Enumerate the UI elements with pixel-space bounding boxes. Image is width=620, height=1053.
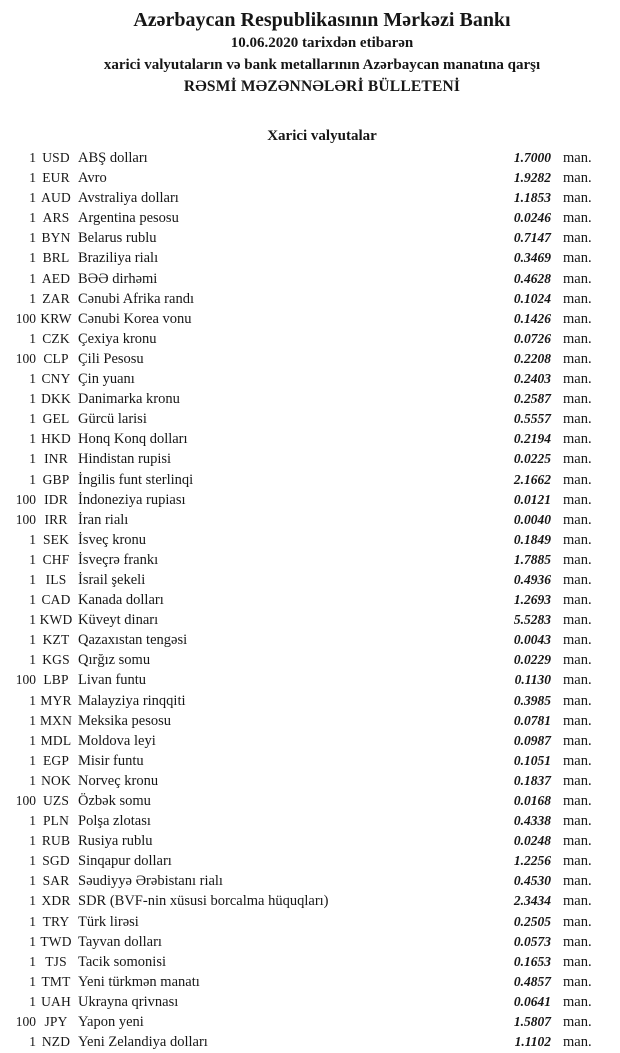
currency-rate: 1.9282 — [513, 170, 551, 186]
currency-rate: 1.5807 — [513, 1014, 551, 1030]
currency-name: Səudiyyə Ərəbistanı rialı — [78, 873, 223, 890]
rate-unit: man. — [563, 190, 592, 207]
currency-rate: 0.0726 — [513, 330, 551, 346]
currency-code: SEK — [42, 531, 70, 547]
currency-code: TMT — [41, 973, 71, 989]
currency-quantity: 1 — [29, 692, 36, 708]
currency-rate: 1.7885 — [513, 551, 551, 567]
currency-rate: 0.2194 — [513, 431, 551, 447]
currency-quantity: 1 — [29, 451, 36, 467]
currency-row — [0, 1012, 620, 1032]
bulletin-title: RƏSMİ MƏZƏNNƏLƏRİ BÜLLETENİ — [183, 78, 461, 95]
currency-quantity: 1 — [29, 250, 36, 266]
currency-name: Yapon yeni — [78, 1014, 144, 1031]
currency-quantity: 1 — [29, 170, 36, 186]
currency-code: KGS — [42, 652, 70, 668]
currency-quantity: 100 — [15, 491, 36, 507]
currency-name: Cənubi Afrika randı — [78, 290, 194, 307]
currency-code: CHF — [42, 551, 70, 567]
currency-code: AUD — [41, 190, 71, 206]
currency-quantity: 1 — [29, 531, 36, 547]
currency-quantity: 1 — [29, 150, 36, 165]
currency-code: AED — [41, 270, 71, 286]
currency-rate: 0.4628 — [513, 270, 551, 286]
rate-unit: man. — [563, 1014, 592, 1031]
rate-unit: man. — [563, 471, 592, 488]
currency-quantity: 100 — [15, 350, 36, 366]
currency-row — [0, 791, 620, 811]
currency-quantity: 1 — [29, 471, 36, 487]
currency-row — [0, 550, 620, 570]
rate-unit: man. — [563, 933, 592, 950]
currency-quantity: 1 — [29, 973, 36, 989]
currency-quantity: 1 — [29, 712, 36, 728]
document-header — [0, 0, 620, 98]
currency-name: Tacik somonisi — [78, 953, 166, 970]
currency-code: GEL — [42, 411, 70, 427]
currency-name: Türk lirəsi — [78, 913, 139, 930]
currency-quantity: 1 — [29, 833, 36, 849]
currency-quantity: 1 — [29, 853, 36, 869]
currency-code: CAD — [41, 592, 71, 608]
currency-rate: 0.1653 — [513, 953, 551, 969]
currency-rate: 0.2505 — [513, 913, 551, 929]
currency-quantity: 1 — [29, 612, 36, 628]
currency-code: NOK — [41, 772, 71, 788]
currency-code: BRL — [42, 250, 70, 266]
currency-row — [0, 228, 620, 248]
currency-row — [0, 168, 620, 188]
currency-code: CLP — [43, 350, 69, 366]
currency-rate: 1.2256 — [513, 853, 551, 869]
currency-row — [0, 912, 620, 932]
currency-code: UAH — [41, 993, 71, 1009]
currency-code: SAR — [42, 873, 70, 889]
currency-quantity: 1 — [29, 772, 36, 788]
currency-quantity: 1 — [29, 732, 36, 748]
currency-rate: 0.0225 — [513, 451, 551, 467]
currency-code: CZK — [42, 330, 70, 346]
currency-row — [0, 851, 620, 871]
currency-name: Gürcü larisi — [78, 411, 147, 428]
rate-unit: man. — [563, 913, 592, 930]
currency-code: KRW — [40, 310, 72, 326]
currency-name: Belarus rublu — [78, 230, 157, 247]
currency-name: Honq Konq dolları — [78, 431, 188, 448]
currency-name: Çin yuanı — [78, 371, 135, 388]
currency-row — [0, 329, 620, 349]
currency-rate: 0.7147 — [513, 230, 551, 246]
currency-row — [0, 952, 620, 972]
currency-name: Livan funtu — [78, 672, 147, 689]
rate-unit: man. — [563, 793, 592, 809]
currency-quantity: 1 — [29, 873, 36, 889]
currency-quantity: 1 — [29, 391, 36, 407]
currency-row — [0, 289, 620, 309]
currency-rate: 1.1853 — [513, 190, 551, 206]
rate-unit: man. — [563, 692, 592, 709]
currency-code: TJS — [45, 953, 67, 969]
currency-code: EUR — [42, 170, 70, 186]
currency-code: RUB — [41, 833, 71, 849]
currency-name: Qazaxıstan tengəsi — [78, 632, 188, 649]
rate-unit: man. — [563, 652, 592, 669]
currency-name: SDR (BVF-nin xüsusi borcalma hüquqları) — [78, 893, 329, 910]
currency-rate: 0.4857 — [513, 973, 551, 989]
currency-row — [0, 731, 620, 751]
currency-name: Braziliya rialı — [78, 250, 159, 267]
currency-name: Kanada dolları — [78, 592, 164, 609]
rate-unit: man. — [563, 230, 592, 247]
currency-name: Özbək somu — [78, 793, 151, 809]
currency-rate: 5.5283 — [513, 612, 551, 628]
currency-row — [0, 992, 620, 1012]
currency-quantity: 1 — [29, 993, 36, 1009]
currency-name: Avstraliya dolları — [78, 190, 179, 207]
currency-rate: 0.0168 — [513, 793, 551, 808]
currency-name: BƏƏ dirhəmi — [78, 270, 158, 287]
currency-quantity: 100 — [15, 793, 36, 808]
rate-unit: man. — [563, 330, 592, 347]
currency-name: ABŞ dolları — [78, 150, 148, 166]
currency-code: MXN — [39, 712, 73, 728]
rate-unit: man. — [563, 772, 592, 789]
currency-rate: 2.1662 — [513, 471, 551, 487]
currency-rate: 0.0641 — [513, 993, 551, 1009]
currency-rate: 1.1102 — [514, 1034, 551, 1050]
rate-unit: man. — [563, 250, 592, 267]
rate-unit: man. — [563, 270, 592, 287]
currency-name: Danimarka kronu — [78, 391, 180, 408]
currency-rate: 0.5557 — [513, 411, 551, 427]
currency-code: INR — [44, 451, 68, 467]
rate-unit: man. — [563, 953, 592, 970]
rate-unit: man. — [563, 752, 592, 769]
currency-rate: 0.1130 — [514, 672, 551, 688]
currency-name: Malayziya rinqqiti — [78, 692, 186, 709]
currency-code: IRR — [44, 511, 68, 527]
section-title-foreign-currencies: Xarici valyutalar — [267, 128, 377, 144]
currency-name: İsrail şekeli — [78, 571, 146, 588]
currency-rate: 0.0040 — [513, 511, 551, 527]
currency-quantity: 100 — [15, 511, 36, 527]
currency-name: Çili Pesosu — [78, 350, 144, 367]
rate-unit: man. — [563, 451, 592, 468]
currency-code: ZAR — [42, 290, 70, 306]
currency-name: Qırğız somu — [78, 652, 151, 669]
currency-row — [0, 248, 620, 268]
currency-row — [0, 590, 620, 610]
currency-rate: 1.2693 — [513, 592, 551, 608]
currency-name: Hindistan rupisi — [78, 451, 172, 468]
currency-quantity: 1 — [29, 230, 36, 246]
currency-rate: 0.3985 — [513, 692, 551, 708]
currency-code: MDL — [40, 732, 72, 748]
currency-row — [0, 389, 620, 409]
currency-quantity: 100 — [15, 310, 36, 326]
currency-code: HKD — [41, 431, 71, 447]
currency-name: Argentina pesosu — [78, 210, 179, 227]
currency-name: Norveç kronu — [78, 772, 159, 789]
currency-code: GBP — [42, 471, 70, 487]
currency-quantity: 1 — [29, 330, 36, 346]
currency-quantity: 1 — [29, 592, 36, 608]
currency-row — [0, 349, 620, 369]
currency-rate: 1.7000 — [513, 150, 551, 165]
currency-row — [0, 751, 620, 771]
currency-rate: 0.3469 — [513, 250, 551, 266]
currency-row — [0, 570, 620, 590]
currency-row — [0, 208, 620, 228]
rate-unit: man. — [563, 391, 592, 408]
currency-row — [0, 771, 620, 791]
rate-unit: man. — [563, 873, 592, 890]
currency-quantity: 100 — [15, 672, 36, 688]
rate-unit: man. — [563, 571, 592, 588]
currency-row — [0, 610, 620, 630]
currency-rate: 0.1426 — [513, 310, 551, 326]
currency-code: MYR — [40, 692, 72, 708]
rate-unit: man. — [563, 833, 592, 850]
currency-rate: 0.0121 — [513, 491, 551, 507]
currency-name: Çexiya kronu — [78, 330, 157, 347]
currency-quantity: 1 — [29, 371, 36, 387]
rate-unit: man. — [563, 350, 592, 367]
currency-name: Moldova leyi — [78, 732, 156, 749]
currency-row — [0, 1032, 620, 1052]
currency-quantity: 1 — [29, 551, 36, 567]
currency-rate: 2.3434 — [513, 893, 551, 909]
currency-code: XDR — [41, 893, 71, 909]
currency-quantity: 1 — [29, 953, 36, 969]
currency-name: İngilis funt sterlinqi — [78, 471, 194, 488]
currency-code: PLN — [42, 813, 70, 829]
currency-row — [0, 148, 620, 168]
rate-unit: man. — [563, 411, 592, 428]
currency-rate: 0.0248 — [513, 833, 551, 849]
currency-row — [0, 449, 620, 469]
currency-code: USD — [42, 150, 70, 165]
currency-name: Ukrayna qrivnası — [78, 993, 179, 1010]
currency-row — [0, 309, 620, 329]
currency-rate: 0.0246 — [513, 210, 551, 226]
currency-name: İran rialı — [78, 511, 129, 528]
currency-quantity: 1 — [29, 752, 36, 768]
effective-date-line: 10.06.2020 tarixdən etibarən — [230, 35, 414, 51]
currency-code: NZD — [41, 1034, 71, 1050]
currency-row — [0, 429, 620, 449]
rate-unit: man. — [563, 1034, 592, 1051]
currency-rate: 0.1051 — [513, 752, 551, 768]
currency-name: Rusiya rublu — [78, 833, 153, 850]
currency-code: LBP — [43, 672, 69, 688]
currency-row — [0, 811, 620, 831]
currency-quantity: 1 — [29, 652, 36, 668]
currency-code: UZS — [42, 793, 70, 808]
currency-code: SGD — [42, 853, 70, 869]
rate-unit: man. — [563, 551, 592, 568]
currency-quantity: 1 — [29, 290, 36, 306]
currency-name: Avro — [78, 170, 107, 187]
currency-rate: 0.0573 — [513, 933, 551, 949]
currency-rate: 0.0229 — [513, 652, 551, 668]
currency-code: IDR — [44, 491, 68, 507]
currency-row — [0, 691, 620, 711]
rate-unit: man. — [563, 672, 592, 689]
currency-row — [0, 409, 620, 429]
currency-code: TWD — [40, 933, 72, 949]
currency-row — [0, 630, 620, 650]
rate-unit: man. — [563, 893, 592, 910]
currency-row — [0, 369, 620, 389]
rate-unit: man. — [563, 170, 592, 187]
currency-rate: 0.2403 — [513, 371, 551, 387]
currency-code: CNY — [41, 371, 71, 387]
currency-rates-table — [0, 148, 620, 1052]
currency-code: ILS — [45, 571, 67, 587]
currency-name: İndoneziya rupiası — [78, 491, 186, 508]
currency-row — [0, 831, 620, 851]
currency-row — [0, 530, 620, 550]
currency-row — [0, 510, 620, 530]
currency-quantity: 1 — [29, 411, 36, 427]
currency-rate: 0.4338 — [513, 813, 551, 829]
currency-name: Küveyt dinarı — [78, 612, 159, 629]
currency-name: Misir funtu — [78, 752, 144, 769]
currency-rate: 0.0781 — [513, 712, 551, 728]
currency-rate: 0.4530 — [513, 873, 551, 889]
currency-code: DKK — [41, 391, 71, 407]
rate-unit: man. — [563, 290, 592, 307]
currency-quantity: 1 — [29, 210, 36, 226]
currency-code: ARS — [42, 210, 70, 226]
currency-code: JPY — [44, 1014, 68, 1030]
currency-quantity: 1 — [29, 933, 36, 949]
currency-quantity: 1 — [29, 632, 36, 648]
currency-rate: 0.0043 — [513, 632, 551, 648]
currency-quantity: 1 — [29, 431, 36, 447]
rate-unit: man. — [563, 993, 592, 1010]
bank-name-title: Azərbaycan Respublikasının Mərkəzi Bankı — [133, 9, 511, 31]
rate-unit: man. — [563, 712, 592, 729]
rate-unit: man. — [563, 632, 592, 649]
rate-unit: man. — [563, 853, 592, 870]
rate-unit: man. — [563, 973, 592, 990]
currency-rate: 0.1849 — [513, 531, 551, 547]
currency-rate: 0.0987 — [513, 732, 551, 748]
currency-row — [0, 650, 620, 670]
rate-unit: man. — [563, 813, 592, 830]
currency-name: Yeni Zelandiya dolları — [78, 1034, 208, 1051]
rate-unit: man. — [563, 531, 592, 548]
currency-quantity: 1 — [29, 893, 36, 909]
currency-row — [0, 871, 620, 891]
rate-unit: man. — [563, 371, 592, 388]
currency-rate: 0.2587 — [513, 391, 551, 407]
currency-row — [0, 711, 620, 731]
rate-unit: man. — [563, 210, 592, 227]
currency-rate: 0.1837 — [513, 772, 551, 788]
currency-row — [0, 269, 620, 289]
currency-row — [0, 490, 620, 510]
currency-rate: 0.1024 — [513, 290, 551, 306]
rate-unit: man. — [563, 732, 592, 749]
currency-rate: 0.4936 — [513, 571, 551, 587]
subject-line: xarici valyutaların və bank metallarının Azərbaycan manatına qarşı — [103, 57, 541, 73]
currency-code: KZT — [42, 632, 70, 648]
currency-code: EGP — [42, 752, 70, 768]
rate-unit: man. — [563, 310, 592, 327]
currency-quantity: 1 — [29, 571, 36, 587]
rate-unit: man. — [563, 612, 592, 629]
currency-quantity: 1 — [29, 913, 36, 929]
currency-code: BYN — [41, 230, 71, 246]
currency-name: Sinqapur dolları — [78, 853, 172, 870]
currency-row — [0, 470, 620, 490]
rate-unit: man. — [563, 431, 592, 448]
currency-quantity: 1 — [29, 270, 36, 286]
currency-name: Tayvan dolları — [78, 933, 162, 950]
currency-name: Yeni türkmən manatı — [78, 973, 200, 990]
rate-unit: man. — [563, 592, 592, 609]
currency-row — [0, 932, 620, 952]
currency-row — [0, 891, 620, 911]
currency-code: TRY — [42, 913, 70, 929]
currency-rate: 0.2208 — [513, 350, 551, 366]
currency-code: KWD — [39, 612, 73, 628]
currency-quantity: 1 — [29, 190, 36, 206]
currency-row — [0, 972, 620, 992]
currency-name: Meksika pesosu — [78, 712, 172, 729]
currency-name: İsveçrə frankı — [78, 551, 159, 568]
currency-name: İsveç kronu — [78, 531, 147, 548]
rate-unit: man. — [563, 491, 592, 508]
currency-name: Polşa zlotası — [78, 813, 151, 830]
currency-quantity: 100 — [15, 1014, 36, 1030]
currency-quantity: 1 — [29, 813, 36, 829]
currency-row — [0, 670, 620, 690]
currency-name: Cənubi Korea vonu — [78, 310, 192, 327]
rate-unit: man. — [563, 150, 592, 166]
rate-unit: man. — [563, 511, 592, 528]
currency-row — [0, 188, 620, 208]
currency-quantity: 1 — [29, 1034, 36, 1050]
